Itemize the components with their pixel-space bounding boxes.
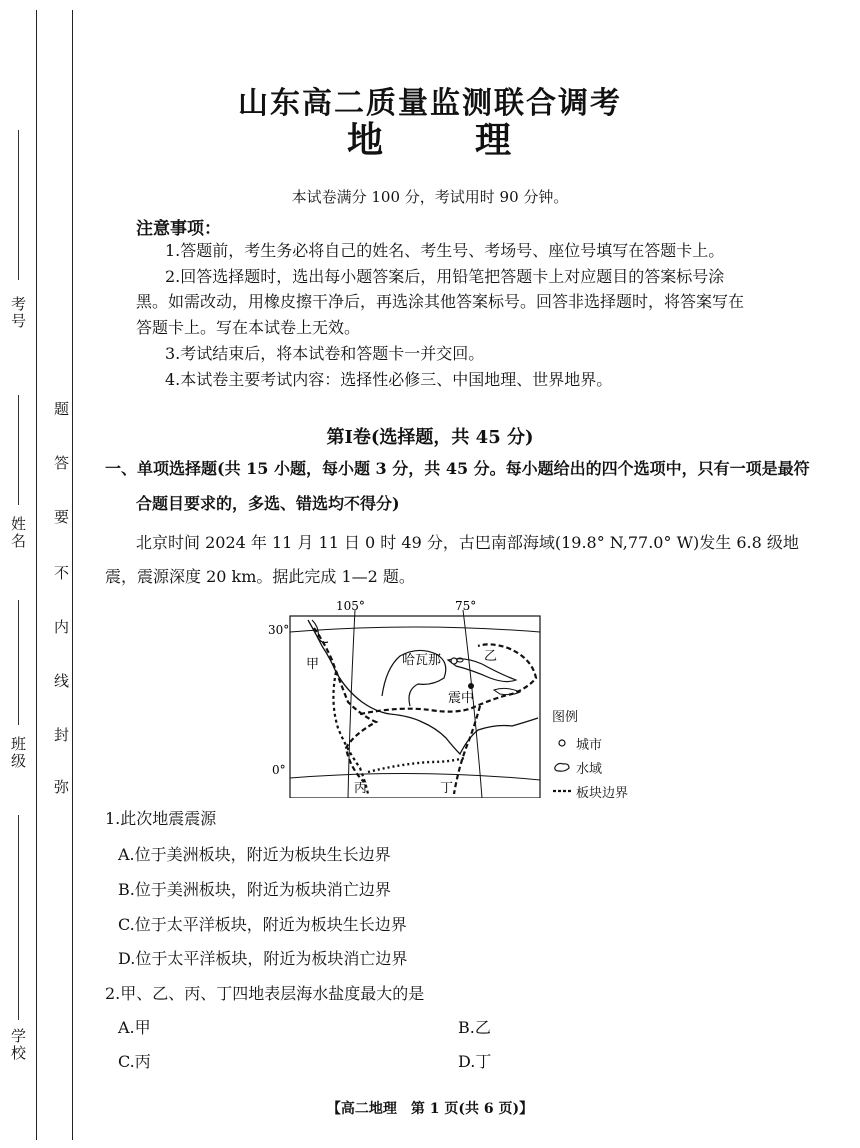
plate-boundary-east bbox=[454, 706, 480, 794]
notice-line: 黑。如需改动，用橡皮擦干净后，再选涂其他答案标号。回答非选择题时，将答案写在 bbox=[136, 292, 745, 311]
notice-line: 答题卡上。写在本试卷上无效。 bbox=[136, 318, 361, 337]
notice-line: 2.回答选择题时，选出每小题答案后，用铅笔把答题卡上对应题目的答案标号涂 bbox=[165, 267, 725, 286]
lon-label-105: 105° bbox=[336, 599, 365, 613]
caribbean-plate-map bbox=[250, 598, 550, 798]
binding-line-inner bbox=[72, 10, 73, 1140]
seal-char: 题 bbox=[54, 400, 70, 418]
subject-title bbox=[0, 112, 860, 163]
hispaniola bbox=[494, 688, 520, 694]
notice-line: 1.答题前，考生务必将自己的姓名、考生号、考场号、座位号填写在答题卡上。 bbox=[165, 241, 725, 260]
legend-label: 板块边界 bbox=[576, 785, 629, 801]
q2-option-b[interactable]: B.乙 bbox=[458, 1018, 491, 1037]
lat-label-30: 30° bbox=[268, 623, 290, 637]
legend-row-boundary bbox=[552, 779, 628, 803]
q1-option-a[interactable]: A.位于美洲板块，附近为板块生长边界 bbox=[118, 845, 391, 864]
notice-heading: 注意事项： bbox=[136, 219, 221, 239]
seal-char: 要 bbox=[54, 508, 70, 526]
lat-label-0: 0° bbox=[272, 763, 286, 777]
question-stem-line1: 北京时间 2024 年 11 月 11 日 0 时 49 分，古巴南部海域(19.8° N,77.0° W)发生 6.8 级地 bbox=[136, 533, 799, 552]
seal-char: 弥 bbox=[54, 778, 70, 796]
exam-title: 山东高二质量监测联合调考 bbox=[238, 86, 622, 121]
water-icon bbox=[552, 761, 572, 773]
q1-stem: 1.此次地震震源 bbox=[105, 809, 217, 828]
section-title: 第Ⅰ卷(选择题，共 45 分) bbox=[326, 427, 534, 448]
exam-info: 本试卷满分 100 分，考试用时 90 分钟。 bbox=[291, 188, 569, 206]
part-title-line2: 合题目要求的，多选、错选均不得分) bbox=[136, 494, 400, 513]
q2-option-c[interactable]: C.丙 bbox=[118, 1052, 151, 1071]
epicenter-icon bbox=[468, 683, 474, 689]
q2-option-d[interactable]: D.丁 bbox=[458, 1052, 492, 1071]
school-blank[interactable] bbox=[18, 815, 19, 1020]
seal-char: 不 bbox=[54, 564, 70, 582]
parallel-30 bbox=[290, 627, 540, 632]
q1-option-c[interactable]: C.位于太平洋板块，附近为板块生长边界 bbox=[118, 915, 407, 934]
part-title-line1: 一、单项选择题(共 15 小题，每小题 3 分，共 45 分。每小题给出的四个选项中，只有一项是最符 bbox=[105, 459, 810, 478]
question-stem-line2: 震，震源深度 20 km。据此完成 1—2 题。 bbox=[105, 567, 415, 586]
subject-char: 地 bbox=[346, 119, 385, 161]
seal-char: 线 bbox=[54, 672, 70, 690]
class-blank[interactable] bbox=[18, 600, 19, 725]
place-jia: 甲 bbox=[306, 657, 320, 672]
legend-row-city bbox=[552, 731, 628, 755]
city-icon bbox=[552, 738, 572, 748]
subject-char: 理 bbox=[475, 119, 514, 161]
q1-option-d[interactable]: D.位于太平洋板块，附近为板块消亡边界 bbox=[118, 949, 408, 968]
map-legend bbox=[552, 706, 628, 803]
q1-option-b[interactable]: B.位于美洲板块，附近为板块消亡边界 bbox=[118, 880, 391, 899]
plate-boundary-pacific bbox=[333, 672, 368, 794]
exam-no-label: 考号 bbox=[9, 296, 27, 330]
plate-boundary-icon bbox=[552, 786, 572, 796]
map-frame bbox=[290, 616, 540, 798]
legend-label: 水域 bbox=[576, 761, 603, 777]
name-label: 姓名 bbox=[9, 516, 27, 550]
seal-char: 答 bbox=[54, 454, 70, 472]
place-yi: 乙 bbox=[484, 649, 498, 664]
q2-stem: 2.甲、乙、丙、丁四地表层海水盐度最大的是 bbox=[105, 984, 425, 1003]
notice-line: 4.本试卷主要考试内容：选择性必修三、中国地理、世界地界。 bbox=[165, 370, 613, 389]
place-ding: 丁 bbox=[440, 781, 454, 796]
epicenter-label: 震中 bbox=[448, 691, 475, 706]
legend-row-water bbox=[552, 755, 628, 779]
plate-boundary-south bbox=[368, 758, 464, 772]
seal-char: 内 bbox=[54, 618, 70, 636]
parallel-0 bbox=[290, 773, 540, 780]
notice-line: 3.考试结束后，将本试卷和答题卡一并交回。 bbox=[165, 344, 485, 363]
q2-option-a[interactable]: A.甲 bbox=[118, 1018, 151, 1037]
havana-label: 哈瓦那 bbox=[402, 653, 442, 668]
school-label: 学校 bbox=[9, 1028, 27, 1062]
legend-title: 图例 bbox=[552, 710, 579, 725]
name-blank[interactable] bbox=[18, 395, 19, 505]
havana-city-icon bbox=[451, 658, 457, 664]
seal-char: 封 bbox=[54, 726, 70, 744]
place-bing: 丙 bbox=[354, 781, 368, 796]
page-footer: 【高二地理 第 1 页(共 6 页)】 bbox=[326, 1101, 534, 1117]
lon-label-75: 75° bbox=[455, 599, 477, 613]
class-label: 班级 bbox=[9, 736, 27, 770]
legend-label: 城市 bbox=[576, 737, 603, 753]
binding-line-outer bbox=[36, 10, 37, 1140]
